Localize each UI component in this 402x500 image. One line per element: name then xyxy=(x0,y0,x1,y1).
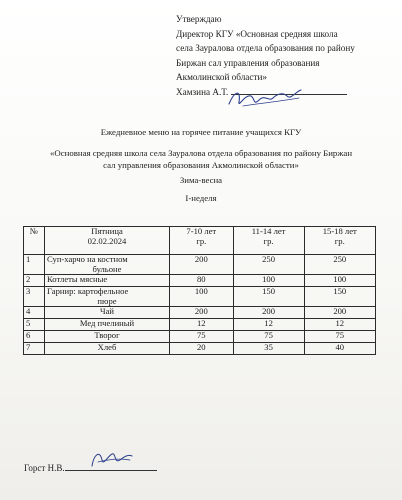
row-number: 2 xyxy=(24,275,45,287)
portion-11-14: 200 xyxy=(233,307,304,319)
table-row xyxy=(24,319,376,331)
table-row xyxy=(24,331,376,343)
approval-title: Утверждаю xyxy=(176,14,222,24)
portion-15-18: 200 xyxy=(304,307,375,319)
header-weekday: Пятница xyxy=(91,226,123,236)
portion-15-18: 40 xyxy=(304,343,375,355)
portion-11-14: 75 xyxy=(233,331,304,343)
header-age-7-10 xyxy=(170,227,234,255)
header-age-11-14-label: 11-14 лет xyxy=(251,226,286,236)
approval-school-line: села Зауралова отдела образования по району xyxy=(176,43,355,53)
table-header-row xyxy=(24,227,376,255)
header-date: 02.02.2024 xyxy=(87,235,127,246)
portion-15-18: 100 xyxy=(304,275,375,287)
menu-title: Ежедневное меню на горячее питание учащихся КГУ xyxy=(100,127,302,137)
header-age-15-18-unit: гр. xyxy=(334,235,345,246)
row-number: 6 xyxy=(24,331,45,343)
footer-name: Горст Н.В. xyxy=(24,463,65,473)
approval-region-line: Акмолинской области» xyxy=(176,72,267,82)
header-age-11-14-unit: гр. xyxy=(263,235,274,246)
header-age-11-14 xyxy=(233,227,304,255)
dish-name: Чай xyxy=(45,307,170,319)
week-label: I-неделя xyxy=(185,193,217,203)
table-row xyxy=(24,275,376,287)
dish-name xyxy=(45,255,170,275)
row-number: 1 xyxy=(24,255,45,275)
dish-name: Котлеты мясные xyxy=(45,275,170,287)
portion-11-14: 250 xyxy=(233,255,304,275)
menu-table xyxy=(23,226,376,355)
season-label: Зима-весна xyxy=(179,175,223,185)
portion-11-14: 100 xyxy=(233,275,304,287)
row-number: 5 xyxy=(24,319,45,331)
portion-11-14: 150 xyxy=(233,287,304,307)
footer-signature-line xyxy=(65,462,157,471)
table-row xyxy=(24,307,376,319)
dish-name-line-2: пюре xyxy=(97,295,117,306)
approval-signer-name: Хамзина А.Т. xyxy=(176,86,229,97)
portion-15-18: 12 xyxy=(304,319,375,331)
table-row xyxy=(24,343,376,355)
portion-7-10: 200 xyxy=(170,307,234,319)
dish-name: Хлеб xyxy=(45,343,170,355)
dish-name-line-1: Гарнир: картофельное xyxy=(47,286,129,296)
director-signature xyxy=(225,86,305,112)
header-age-15-18 xyxy=(304,227,375,255)
footer-signature-row xyxy=(24,462,157,473)
dish-name: Творог xyxy=(45,331,170,343)
portion-7-10: 80 xyxy=(170,275,234,287)
row-number: 4 xyxy=(24,307,45,319)
school-name-block xyxy=(14,148,388,171)
dish-name: Мед пчелиный xyxy=(45,319,170,331)
school-name-line-1: «Основная средняя школа села Зауралова отдела образования по району Биржан xyxy=(49,148,353,158)
row-number: 3 xyxy=(24,287,45,307)
header-age-15-18-label: 15-18 лет xyxy=(322,226,357,236)
portion-11-14: 12 xyxy=(233,319,304,331)
header-age-7-10-unit: гр. xyxy=(196,235,207,246)
dish-name xyxy=(45,287,170,307)
header-age-7-10-label: 7-10 лет xyxy=(186,226,217,236)
header-day xyxy=(45,227,170,255)
portion-15-18: 75 xyxy=(304,331,375,343)
dish-name-line-1: Суп-харчо на костном xyxy=(47,254,128,264)
portion-7-10: 200 xyxy=(170,255,234,275)
table-row xyxy=(24,255,376,275)
portion-11-14: 35 xyxy=(233,343,304,355)
table-row xyxy=(24,287,376,307)
portion-15-18: 150 xyxy=(304,287,375,307)
portion-7-10: 20 xyxy=(170,343,234,355)
portion-7-10: 100 xyxy=(170,287,234,307)
approval-director-line: Директор КГУ «Основная средняя школа xyxy=(176,28,338,39)
row-number: 7 xyxy=(24,343,45,355)
approval-department-line: Биржан сал управления образования xyxy=(176,57,320,68)
header-number: № xyxy=(24,227,45,255)
dish-name-line-2: бульоне xyxy=(92,263,122,274)
portion-7-10: 75 xyxy=(170,331,234,343)
portion-7-10: 12 xyxy=(170,319,234,331)
portion-15-18: 250 xyxy=(304,255,375,275)
school-name-line-2: сал управления образования Акмолинской области» xyxy=(103,159,299,170)
